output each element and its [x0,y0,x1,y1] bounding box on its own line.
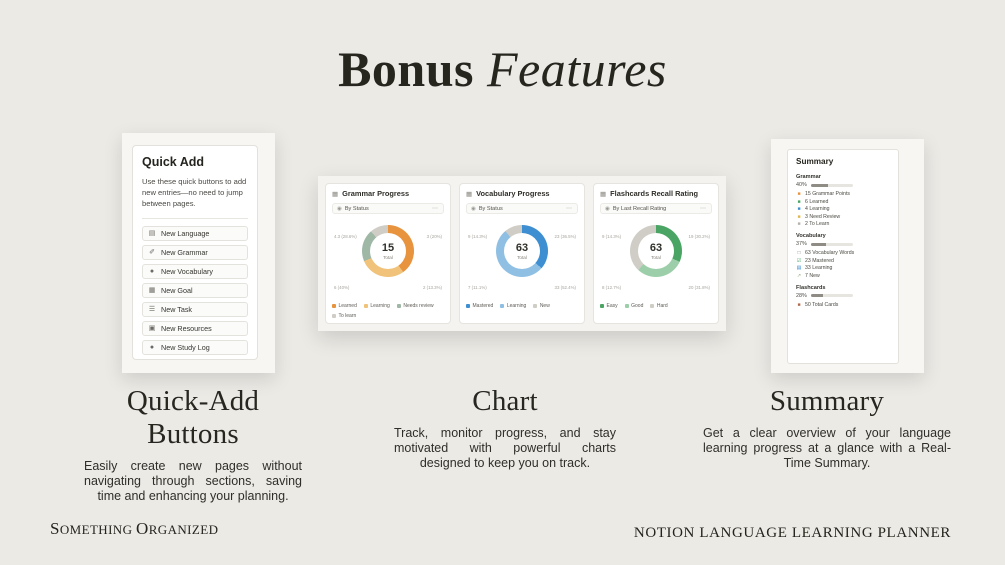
legend-swatch-icon [397,304,401,308]
language-icon: ▤ [148,230,156,237]
axis-label: 7 (11.1%) [468,285,487,290]
status-icon: ◉ [471,205,476,212]
axis-label: 6 (40%) [334,285,350,290]
axis-label: 23 (36.5%) [554,234,576,239]
group-by-label: By Status [344,205,369,212]
feature-body: Easily create new pages without navigating through sections, saving time and enhancing your planning. [84,459,302,503]
donut-chart [460,214,584,302]
axis-label: 9 (14.3%) [468,234,488,239]
legend-item [364,303,390,309]
list-item [796,273,890,279]
legend-swatch-icon [650,304,654,308]
vocabulary-icon: ● [149,268,155,275]
legend-swatch-icon [466,304,470,308]
chart-header [460,184,584,201]
donut-value: 15 [381,241,395,254]
donut-center [638,233,674,269]
legend-swatch-icon [625,304,629,308]
list-item [796,302,890,308]
donut-center [504,233,540,269]
donut-ring [496,225,548,277]
quick-add-card [132,145,258,360]
new-task-button[interactable] [142,302,248,317]
legend-label: Hard [656,303,668,309]
legend-label: To learn [338,313,357,319]
brand-logo [50,519,218,539]
legend-item [500,303,526,309]
legend-item [650,303,667,309]
axis-label: 20 (31.8%) [688,285,710,290]
progress-row [796,293,890,299]
chart-menu-icon[interactable]: ⋯ [700,206,707,212]
status-icon: ◉ [605,205,610,212]
legend-swatch-icon [600,304,604,308]
legend-item [397,303,434,309]
legend-label: Easy [606,303,618,309]
list-item [796,214,890,220]
legend-item [332,313,356,319]
axis-label: 2 (13.3%) [422,285,442,290]
feature-heading: Summary [769,385,885,417]
feature-chart [394,385,616,470]
list-item [796,265,890,271]
group-by-selector[interactable] [466,203,578,214]
summary-card [787,149,899,364]
progress-bar [811,184,853,187]
list-item [796,221,890,227]
cards-icon: ■ [797,301,801,308]
legend-label: Needs review [403,303,434,309]
progress-row [796,182,890,188]
grey-square-icon: ■ [797,221,801,227]
grid-icon: ▦ [466,190,473,198]
donut-chart [594,214,718,302]
page-title-features: Features [487,41,667,97]
new-language-label: New Language [161,229,210,238]
legend-label: New [539,303,550,309]
legend-swatch-icon [500,304,504,308]
list-item-label: 23 Mastered [805,257,834,264]
axis-label: 4.3 (28.6%) [334,234,357,239]
chart-icon: ▤ [796,265,802,271]
brand-o: O [136,519,149,538]
legend-swatch-icon [533,304,537,308]
legend-swatch-icon [332,314,336,318]
feature-body: Get a clear overview of your language learning progress at a glance with a Real-Time Summary. [703,426,951,470]
group-by-selector[interactable] [332,203,444,214]
orange-square-icon: ■ [797,191,801,197]
legend-item [332,303,357,309]
summary-panel [771,139,924,373]
new-study-log-button[interactable] [142,340,248,355]
axis-label: 33 (52.4%) [554,285,576,290]
axis-label: 8 (12.7%) [602,285,622,290]
legend-item [600,303,618,309]
list-item-label: 6 Learned [805,198,829,205]
legend-label: Learning [506,303,527,309]
chart-title: Flashcards Recall Rating [610,189,699,198]
progress-bar [811,294,853,297]
list-item [796,250,890,256]
chart-legend [594,303,718,309]
grammar-progress-card [325,183,451,324]
legend-label: Learning [370,303,390,309]
list-item [796,206,890,212]
donut-caption: Total [517,254,527,260]
donut-value: 63 [649,241,663,254]
new-vocabulary-label: New Vocabulary [161,267,213,276]
quick-add-title: Quick Add [142,155,205,169]
resources-icon: ▣ [148,325,156,332]
brand-s: S [50,519,60,538]
donut-ring [362,225,414,277]
donut-chart [326,214,450,302]
summary-title: Summary [796,157,834,166]
grammar-icon: ✐ [149,249,155,256]
list-item-label: 33 Learning [805,265,833,271]
feature-quick-add [84,385,302,503]
new-language-button[interactable] [142,226,248,241]
brand-rganized: RGANIZED [148,522,219,537]
list-item-label: 7 New [805,272,820,279]
summary-section-heading: Vocabulary [796,233,826,239]
donut-caption: Total [383,254,393,260]
brand-omething: OMETHING [59,522,137,537]
chart-header [594,184,718,201]
footer-caption: NOTION LANGUAGE LEARNING PLANNER [633,525,951,541]
new-study-log-label: New Study Log [161,343,210,352]
status-icon: ◉ [337,205,342,212]
axis-label: 3 (20%) [426,234,442,239]
chart-title: Vocabulary Progress [476,189,550,198]
divider [142,218,248,219]
book-icon: □ [797,250,801,256]
vocabulary-progress-card [459,183,585,324]
group-by-selector[interactable] [600,203,712,214]
progress-bar [811,243,853,246]
list-item [796,191,890,197]
list-item-label: 3 Need Review [805,213,841,220]
chart-menu-icon[interactable]: ⋯ [432,206,439,212]
chart-menu-icon[interactable]: ⋯ [566,206,573,212]
legend-item [466,303,493,309]
task-icon: ☰ [148,306,156,313]
grid-icon: ▦ [600,190,607,198]
feature-body: Track, monitor progress, and stay motivated with powerful charts designed to keep you on track. [394,426,616,470]
donut-ring [630,225,682,277]
donut-center [370,233,406,269]
new-resources-label: New Resources [161,324,212,333]
page-title-bonus: Bonus [338,41,475,97]
summary-section-heading: Grammar [796,174,821,180]
donut-caption: Total [651,254,661,260]
new-vocabulary-button[interactable] [142,264,248,279]
legend-swatch-icon [332,304,336,308]
new-resources-button[interactable] [142,321,248,336]
green-check-icon: ☑ [796,257,802,264]
chart-legend [326,303,450,319]
chart-legend [460,303,584,309]
list-item [796,258,890,264]
list-item [796,199,890,205]
legend-item [625,303,644,309]
quick-add-description: Use these quick buttons to add new entries—no need to jump between pages. [142,177,247,208]
new-goal-button[interactable] [142,283,248,298]
progress-percent: 40% [796,182,807,188]
axis-label: 9 (14.3%) [602,234,622,239]
sprout-icon: ↗ [796,272,802,279]
list-item-label: 15 Grammar Points [805,191,850,197]
list-item-label: 2 To Learn [805,221,830,227]
feature-heading: Chart [472,385,538,417]
goal-icon: ▦ [148,287,156,294]
blue-square-icon: ■ [797,206,801,212]
progress-percent: 37% [796,241,807,247]
axis-label: 19 (30.2%) [688,234,710,239]
flashcards-recall-rating-card [593,183,719,324]
donut-value: 63 [515,241,529,254]
new-task-label: New Task [161,305,193,314]
new-grammar-button[interactable] [142,245,248,260]
charts-panel [318,176,726,331]
group-by-label: By Last Recall Rating [612,205,667,212]
new-goal-label: New Goal [161,286,193,295]
chart-header [326,184,450,201]
summary-section-heading: Flashcards [796,284,826,291]
legend-label: Mastered [472,303,494,309]
yellow-square-icon: ■ [797,213,801,220]
legend-label: Learned [338,303,357,309]
group-by-label: By Status [478,205,503,212]
progress-percent: 28% [796,292,807,299]
feature-summary [703,385,951,470]
chart-title: Grammar Progress [342,189,410,198]
legend-label: Good [631,303,644,309]
legend-swatch-icon [364,304,368,308]
new-grammar-label: New Grammar [161,248,208,257]
feature-heading: Quick-Add Buttons [126,385,260,450]
quick-add-panel [122,133,275,373]
list-item-label: 63 Vocabulary Words [805,250,855,256]
list-item-label: 50 Total Cards [805,301,839,308]
grid-icon: ▦ [332,190,339,198]
green-square-icon: ■ [797,198,801,205]
progress-row [796,241,890,247]
legend-item [533,303,550,309]
page-title [0,40,1005,98]
study-log-icon: ● [149,344,155,351]
list-item-label: 4 Learning [805,206,830,212]
